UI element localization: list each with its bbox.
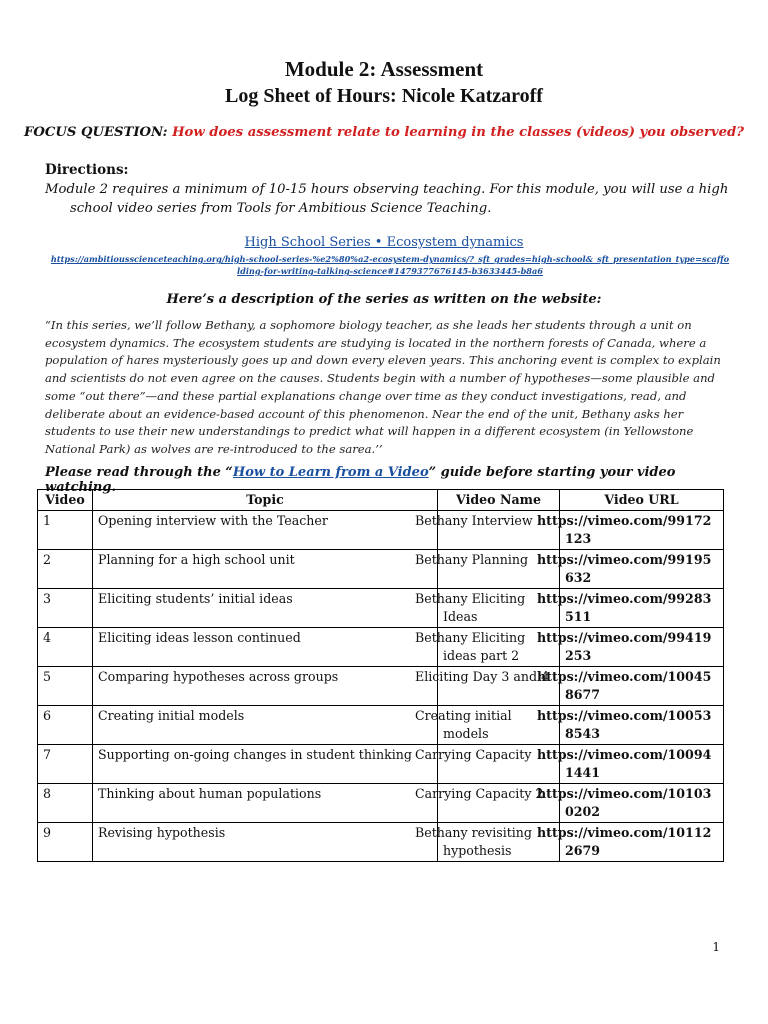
read-note-before: Please read through the “ — [45, 465, 233, 480]
series-url-link[interactable]: https://ambitiousscienceteaching.org/high-school-series-%e2%80%a2-ecosystem-dynamics/?_sft_grades=high-school&_sft_presentation_type=scaffolding-for-writing-talking-science#1479377676145-b3633445-b8a6 — [50, 254, 730, 276]
header-topic: Topic — [93, 490, 438, 511]
cell-video-number: 2 — [38, 550, 93, 589]
cell-video-name: Bethany Interview — [438, 511, 560, 550]
focus-label: FOCUS QUESTION: — [24, 125, 168, 140]
cell-video-number: 4 — [38, 628, 93, 667]
cell-video-name: Bethany Planning — [438, 550, 560, 589]
table-row — [38, 511, 724, 550]
series-description-quote: “In this series, we’ll follow Bethany, a sophomore biology teacher, as she leads her students through a unit on ecosystem dynamics. The ecosystem students are studying is located in the northern forests of Canada, where a population of hares mysteriously goes up and down every eleven years. This anchoring event is complex to explain and scientists do not even agree on the causes. Students begin with a number of hypotheses—some plausible and some “out there”—and these partial explanations change over time as they conduct investigations, read, and deliberate about an evidence-based account of this phenomenon. Near the end of the unit, Bethany asks her students to use their new understandings to predict what will happen in a different ecosystem (in Yellowstone National Park) as wolves are re-introduced to the sarea.’’ — [45, 318, 721, 456]
description-heading: Here’s a description of the series as written on the website: — [166, 292, 602, 307]
cell-topic: Thinking about human populations — [93, 784, 438, 823]
cell-topic: Planning for a high school unit — [93, 550, 438, 589]
cell-topic: Eliciting students’ initial ideas — [93, 589, 438, 628]
cell-video-name: Carrying Capacity — [438, 745, 560, 784]
read-note-after: ” guide before starting your video watching. — [45, 465, 676, 495]
table-row — [38, 823, 724, 862]
table-row — [38, 589, 724, 628]
table-row — [38, 550, 724, 589]
directions-label: Directions: — [45, 162, 129, 178]
header-video-url: Video URL — [560, 490, 724, 511]
page-title: Module 2: Assessment — [284, 57, 484, 81]
cell-video-number: 3 — [38, 589, 93, 628]
table-row — [38, 667, 724, 706]
cell-video-url[interactable]: https://vimeo.com/99283511 — [560, 589, 724, 628]
focus-question-text: How does assessment relate to learning in the classes (videos) you observed? — [172, 125, 744, 140]
cell-video-number: 9 — [38, 823, 93, 862]
cell-topic: Eliciting ideas lesson continued — [93, 628, 438, 667]
cell-topic: Creating initial models — [93, 706, 438, 745]
table-body — [38, 511, 724, 862]
cell-video-name: Bethany revisiting hypothesis — [438, 823, 560, 862]
table-row — [38, 706, 724, 745]
header-video-name: Video Name — [438, 490, 560, 511]
cell-video-url[interactable]: https://vimeo.com/101122679 — [560, 823, 724, 862]
cell-video-number: 1 — [38, 511, 93, 550]
cell-video-number: 5 — [38, 667, 93, 706]
table-header-row — [38, 490, 724, 511]
directions-text: Module 2 requires a minimum of 10-15 hours observing teaching. For this module, you will use a high school video series from Tools for Ambitious Science Teaching. — [45, 182, 729, 216]
focus-question — [0, 124, 768, 142]
cell-video-number: 6 — [38, 706, 93, 745]
cell-video-url[interactable]: https://vimeo.com/100538543 — [560, 706, 724, 745]
cell-video-number: 7 — [38, 745, 93, 784]
cell-video-name: Bethany Eliciting Ideas — [438, 589, 560, 628]
cell-topic: Supporting on-going changes in student thinking — [93, 745, 438, 784]
cell-video-name: Eliciting Day 3 and 4 — [438, 667, 560, 706]
table-row — [38, 628, 724, 667]
cell-video-name: Creating initial models — [438, 706, 560, 745]
series-link[interactable]: High School Series • Ecosystem dynamics — [244, 235, 524, 250]
how-to-learn-link[interactable]: How to Learn from a Video — [232, 465, 429, 480]
cell-topic: Opening interview with the Teacher — [93, 511, 438, 550]
cell-video-number: 8 — [38, 784, 93, 823]
cell-video-name: Carrying Capacity 2 — [438, 784, 560, 823]
cell-video-url[interactable]: https://vimeo.com/100458677 — [560, 667, 724, 706]
header-video: Video — [38, 490, 93, 511]
cell-topic: Comparing hypotheses across groups — [93, 667, 438, 706]
cell-video-url[interactable]: https://vimeo.com/101030202 — [560, 784, 724, 823]
table-row — [38, 784, 724, 823]
cell-topic: Revising hypothesis — [93, 823, 438, 862]
cell-video-name: Bethany Eliciting ideas part 2 — [438, 628, 560, 667]
cell-video-url[interactable]: https://vimeo.com/99195632 — [560, 550, 724, 589]
cell-video-url[interactable]: https://vimeo.com/100941441 — [560, 745, 724, 784]
page-number: 1 — [712, 940, 720, 954]
cell-video-url[interactable]: https://vimeo.com/99419253 — [560, 628, 724, 667]
cell-video-url[interactable]: https://vimeo.com/99172123 — [560, 511, 724, 550]
video-log-table — [37, 489, 724, 862]
page-subtitle: Log Sheet of Hours: Nicole Katzaroff — [225, 85, 543, 107]
table-row — [38, 745, 724, 784]
